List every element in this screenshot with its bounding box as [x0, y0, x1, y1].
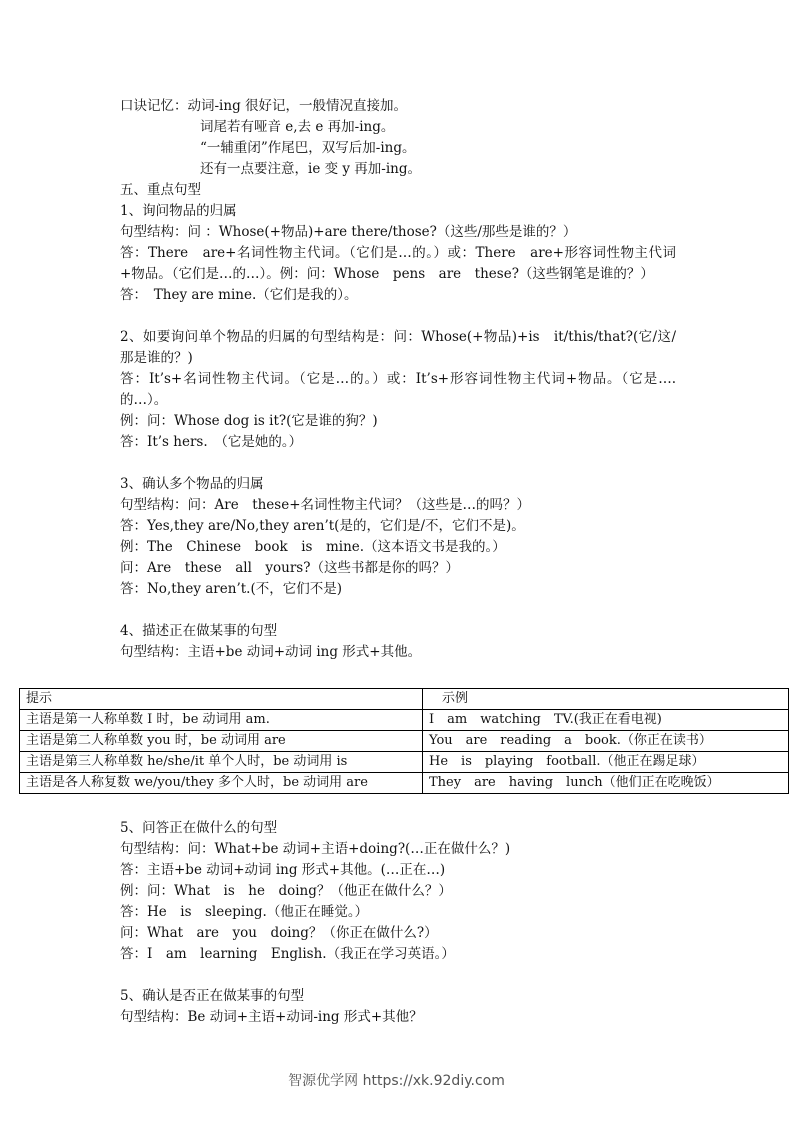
text-line: 答：It’s+名词性物主代词。（它是…的。）或：It’s+形容词性物主代词+物品。（它是….的…）。	[120, 371, 676, 408]
table-cell: I am watching TV.(我正在看电视)	[423, 710, 789, 731]
text-line: “一辅重闭”作尾巴，双写后加-ing。	[200, 140, 416, 156]
table-row	[20, 773, 789, 794]
table-header-cell: 提示	[20, 689, 423, 710]
text-line: 答：主语+be 动词+动词 ing 形式+其他。(…正在…)	[120, 862, 446, 878]
table-cell: 主语是第三人称单数 he/she/it 单个人时，be 动词用 is	[20, 752, 423, 773]
text-line: 还有一点要注意，ie 变 y 再加-ing。	[200, 161, 422, 177]
text-line: 句型结构：问：What+be 动词+主语+doing?(…正在做什么？)	[120, 841, 511, 857]
text-line: 五、重点句型	[120, 182, 201, 198]
text-line: 3、确认多个物品的归属	[120, 476, 264, 492]
text-line: 答：There are+名词性物主代词。（它们是…的。）或：There are+形容词性物主代词+物品。（它们是…的…）。例：问：Whose pens are these?（这些钢笔是谁的？）	[120, 245, 676, 282]
blank-line	[120, 600, 676, 621]
text-line: 问：What are you doing？（你正在做什么?）	[120, 925, 438, 941]
table-cell: 主语是第二人称单数 you 时，be 动词用 are	[20, 731, 423, 752]
text-line: 5、问答正在做什么的句型	[120, 820, 278, 836]
blank-line	[120, 306, 676, 327]
blank-line	[120, 965, 676, 986]
table-header-cell: 示例	[423, 689, 789, 710]
text-line: 2、如要询问单个物品的归属的句型结构是：问：Whose(+物品)+is it/this/that?(它/这/那是谁的？)	[120, 329, 676, 366]
table-row	[20, 752, 789, 773]
text-line: 4、描述正在做某事的句型	[120, 623, 278, 639]
blank-line	[120, 453, 676, 474]
table-cell: They are having lunch（他们正在吃晚饭）	[423, 773, 789, 794]
text-line: 答：I am learning English.（我正在学习英语。）	[120, 946, 455, 962]
text-line: 答： They are mine.（它们是我的）。	[120, 287, 358, 303]
text-line: 问：Are these all yours?（这些书都是你的吗？）	[120, 560, 459, 576]
table-cell: He is playing football.（他正在踢足球）	[423, 752, 789, 773]
text-line: 例：问：Whose dog is it?(它是谁的狗？)	[120, 413, 378, 429]
text-line: 口诀记忆：动词-ing 很好记，一般情况直接加。	[120, 98, 408, 114]
text-line: 词尾若有哑音 e,去 e 再加-ing。	[200, 119, 395, 135]
content-top	[120, 96, 676, 663]
text-line: 1、询问物品的归属	[120, 203, 237, 219]
text-line: 答：It’s hers. （它是她的。）	[120, 434, 303, 450]
text-line: 答：He is sleeping.（他正在睡觉。）	[120, 904, 369, 920]
text-line: 5、确认是否正在做某事的句型	[120, 988, 305, 1004]
table-header-row	[20, 689, 789, 710]
text-line: 例：The Chinese book is mine.（这本语文书是我的。）	[120, 539, 506, 555]
hints-table	[19, 688, 789, 794]
content-bottom	[120, 818, 676, 1028]
footer-watermark: 智源优学网 https://xk.92diy.com	[288, 1073, 505, 1089]
table-cell: 主语是各人称复数 we/you/they 多个人时，be 动词用 are	[20, 773, 423, 794]
text-line: 答：Yes,they are/No,they aren’t(是的，它们是/不，它们不是)。	[120, 518, 525, 534]
table-row	[20, 731, 789, 752]
text-line: 答：No,they aren’t.(不，它们不是)	[120, 581, 342, 597]
text-line: 句型结构：问：Are these+名词性物主代词？（这些是…的吗？）	[120, 497, 531, 513]
table-cell: You are reading a book.（你正在读书）	[423, 731, 789, 752]
table-row	[20, 710, 789, 731]
text-line: 例：问：What is he doing？（他正在做什么？）	[120, 883, 452, 899]
text-line: 句型结构：Be 动词+主语+动词-ing 形式+其他？	[120, 1009, 423, 1025]
text-line: 句型结构：主语+be 动词+动词 ing 形式+其他。	[120, 644, 422, 660]
text-line: 句型结构：问 ：Whose(+物品)+are there/those?（这些/那些是谁的？）	[120, 224, 577, 240]
table-cell: 主语是第一人称单数 I 时，be 动词用 am.	[20, 710, 423, 731]
